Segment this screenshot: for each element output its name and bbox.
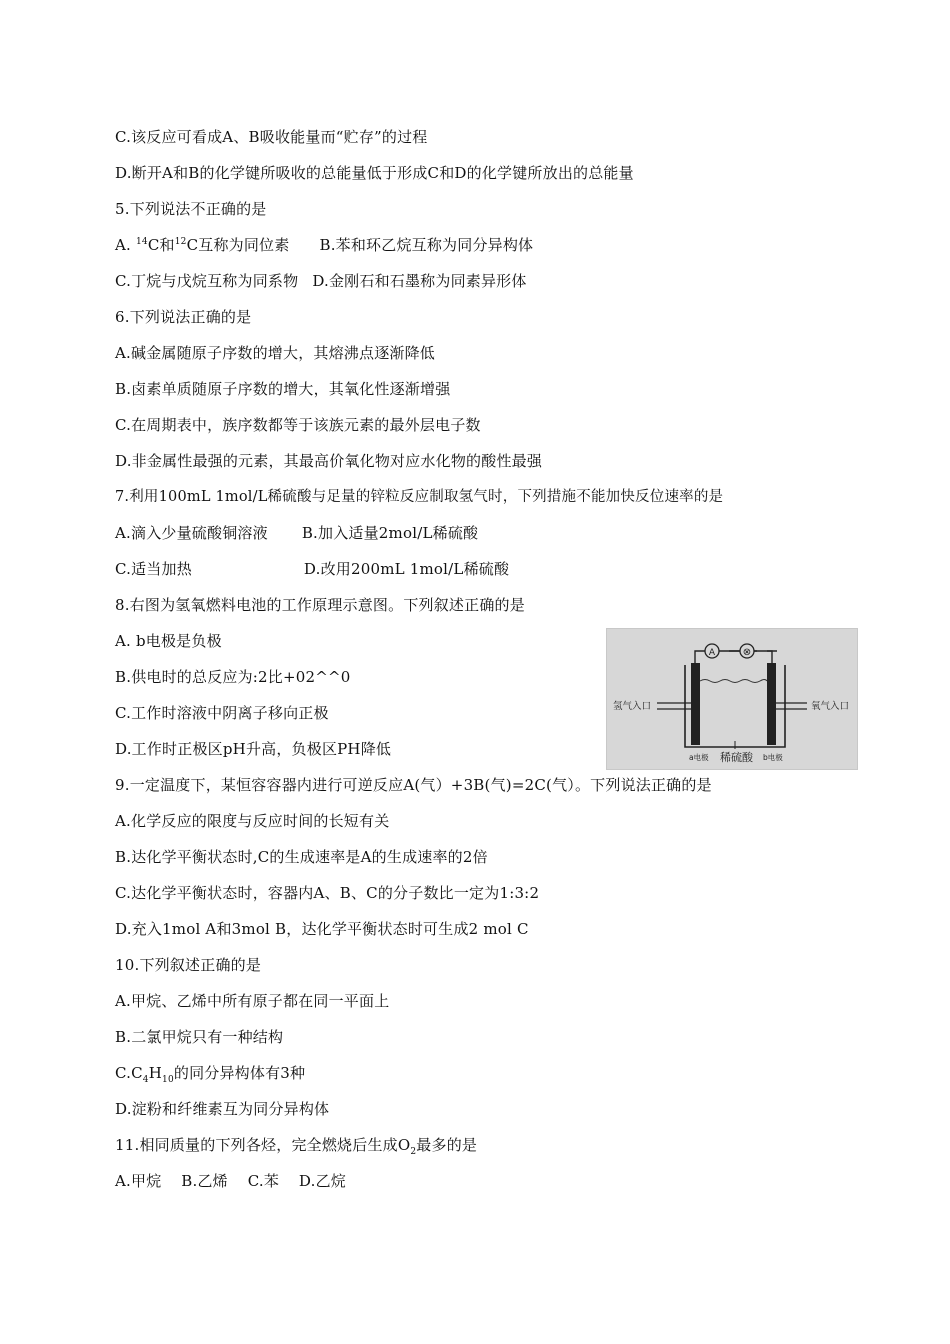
q9-option-a: A.化学反应的限度与反应时间的长短有关 xyxy=(115,812,390,830)
q8-option-d: D.工作时正极区pH升高，负极区PH降低 xyxy=(115,740,392,758)
oxygen-inlet-label: 氧气入口 xyxy=(811,701,850,712)
fuel-cell-diagram xyxy=(606,628,858,770)
q10-option-b: B.二氯甲烷只有一种结构 xyxy=(115,1028,284,1046)
q5-option-a-suffix: C互称为同位素 xyxy=(186,236,290,254)
a-electrode xyxy=(691,663,700,745)
hydrogen-inlet-label: 氢气入口 xyxy=(613,701,652,712)
q9-option-c: C.达化学平衡状态时，容器内A、B、C的分子数比一定为1:3:2 xyxy=(115,884,540,902)
q10-hydrogen-symbol: H xyxy=(148,1064,163,1082)
q11-options: A.甲烷 B.乙烯 C.苯 D.乙烷 xyxy=(115,1172,346,1190)
q7-stem: 7.利用100mL 1mol/L稀硫酸与足量的锌粒反应制取氢气时，下列措施不能加快反位速率的是 xyxy=(115,489,724,505)
q10-hydrogen-count: 10 xyxy=(162,1075,174,1085)
q5-option-c: C.丁烷与戊烷互称为同系物 xyxy=(115,272,299,290)
b-electrode-label: b电极 xyxy=(763,753,783,762)
q4-option-c: C.该反应可看成A、B吸收能量而“贮存”的过程 xyxy=(115,128,428,146)
q11-oxygen-subscript: 2 xyxy=(410,1147,417,1157)
q6-option-a: A.碱金属随原子序数的增大，其熔沸点逐渐降低 xyxy=(115,344,436,362)
q6-option-c: C.在周期表中，族序数都等于该族元素的最外层电子数 xyxy=(115,416,481,434)
q10-stem: 10.下列叙述正确的是 xyxy=(115,956,262,974)
q5-options-cd xyxy=(115,271,527,291)
q5-option-a-prefix: A. xyxy=(115,236,136,254)
q7-options-ab xyxy=(115,523,478,543)
q8-option-c: C.工作时溶液中阴离子移向正极 xyxy=(115,704,329,722)
b-electrode xyxy=(767,663,776,745)
q4-option-d: D.断开A和B的化学键所吸收的总能量低于形成C和D的化学键所放出的总能量 xyxy=(115,164,634,182)
q5-stem: 5.下列说法不正确的是 xyxy=(115,200,267,218)
electrolyte-surface xyxy=(700,680,767,683)
a-electrode-label: a电极 xyxy=(689,753,709,762)
q8-option-a: A. b电极是负极 xyxy=(115,632,222,650)
q10-option-c xyxy=(115,1063,305,1083)
q11-stem-suffix: 最多的是 xyxy=(416,1136,478,1154)
q7-option-c: C.适当加热 xyxy=(115,560,192,578)
q11-stem-prefix: 11.相同质量的下列各烃，完全燃烧后生成O xyxy=(115,1136,411,1154)
q7-option-a: A.滴入少量硫酸铜溶液 xyxy=(115,524,268,542)
q7-option-b: B.加入适量2mol/L稀硫酸 xyxy=(301,524,479,542)
q6-option-d: D.非金属性最强的元素，其最高价氧化物对应水化物的酸性最强 xyxy=(115,452,543,470)
q10-carbon-count: 4 xyxy=(142,1075,149,1085)
electrolyte-label: 稀硫酸 xyxy=(720,751,753,764)
q5-isotope-12: 12 xyxy=(174,237,187,247)
q6-stem: 6.下列说法正确的是 xyxy=(115,308,252,326)
q8-option-b: B.供电时的总反应为:2比+02^^0 xyxy=(115,668,351,686)
ammeter-label: A xyxy=(708,648,716,658)
q5-isotope-14: 14 xyxy=(135,237,148,247)
q9-option-b: B.达化学平衡状态时,C的生成速率是A的生成速率的2倍 xyxy=(115,848,488,866)
q8-stem: 8.右图为氢氧燃料电池的工作原理示意图。下列叙述正确的是 xyxy=(115,596,525,614)
q5-option-a-mid: C和 xyxy=(147,236,175,254)
q5-option-d: D.金刚石和石墨称为同素异形体 xyxy=(312,272,527,290)
q7-option-d: D.改用200mL 1mol/L稀硫酸 xyxy=(303,560,510,578)
q10-option-a: A.甲烷、乙烯中所有原子都在同一平面上 xyxy=(115,992,390,1010)
q5-option-b: B.苯和环乙烷互称为同分异构体 xyxy=(319,236,534,254)
q11-stem xyxy=(115,1135,477,1155)
q10-option-c-suffix: 的同分异构体有3种 xyxy=(173,1064,306,1082)
fuel-cell-svg xyxy=(607,629,857,769)
lamp-symbol: ⊗ xyxy=(742,647,752,658)
q10-option-d: D.淀粉和纤维素互为同分异构体 xyxy=(115,1100,330,1118)
q10-option-c-prefix: C.C xyxy=(115,1064,143,1082)
q6-option-b: B.卤素单质随原子序数的增大，其氧化性逐渐增强 xyxy=(115,380,451,398)
q9-stem: 9.一定温度下，某恒容容器内进行可逆反应A(气）+3B(气)=2C(气）。下列说法正确的是 xyxy=(115,776,712,794)
q5-options-ab xyxy=(115,235,533,255)
q7-options-cd xyxy=(115,559,509,579)
q9-option-d: D.充入1mol A和3mol B，达化学平衡状态时可生成2 mol C xyxy=(115,920,529,938)
